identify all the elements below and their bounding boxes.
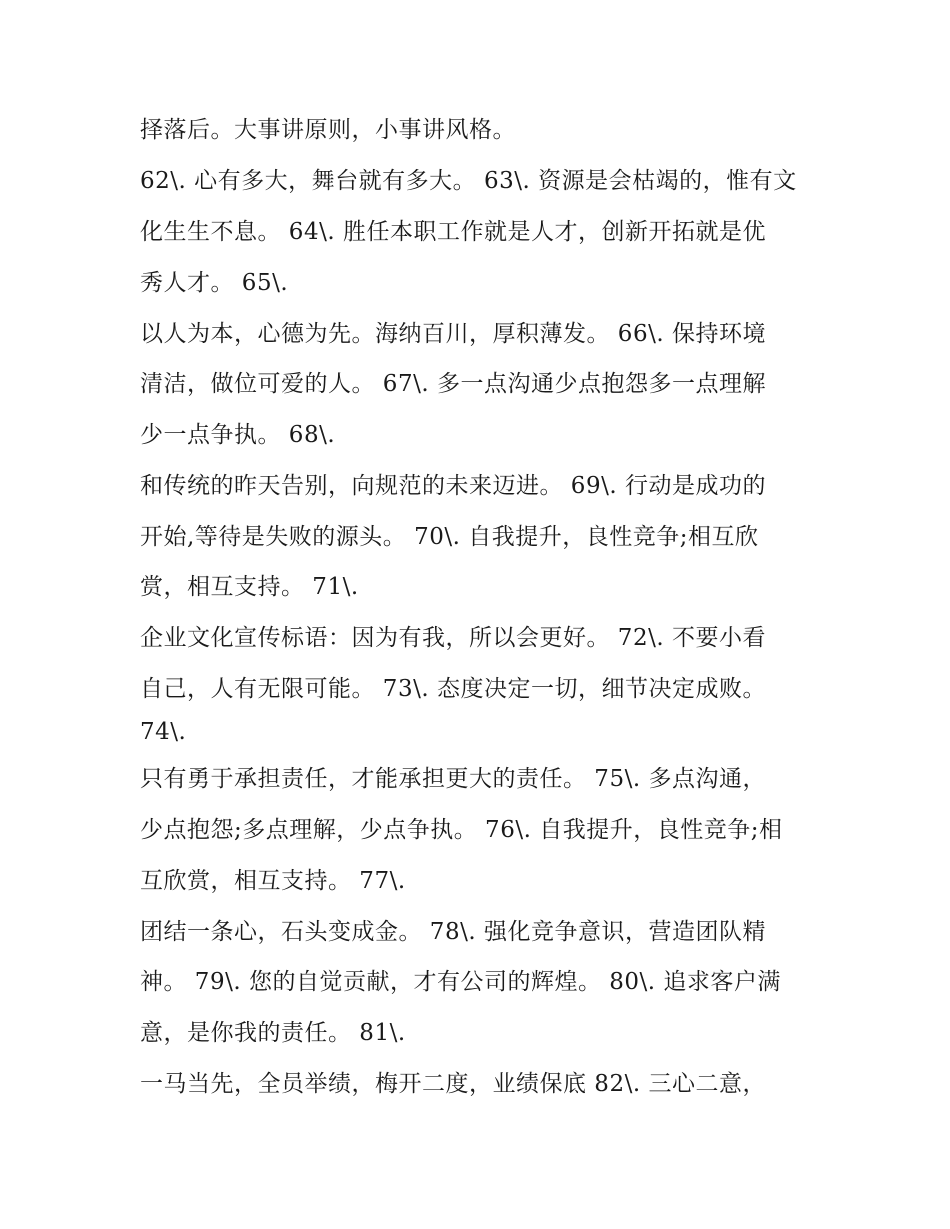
text-line: 清洁，做位可爱的人。 67\. 多一点沟通少点抱怨多一点理解	[140, 371, 766, 397]
text-line: 团结一条心，石头变成金。 78\. 强化竞争意识，营造团队精	[140, 919, 766, 945]
text-line: 企业文化宣传标语：因为有我，所以会更好。 72\. 不要小看	[140, 625, 766, 651]
text-line: 秀人才。 65\.	[140, 270, 289, 296]
text-line: 化生生不息。 64\. 胜任本职工作就是人才，创新开拓就是优	[140, 219, 766, 245]
text-line: 神。 79\. 您的自觉贡献，才有公司的辉煌。 80\. 追求客户满	[140, 969, 781, 995]
text-line: 择落后。大事讲原则，小事讲风格。	[140, 117, 516, 143]
text-line: 一马当先，全员举绩，梅开二度，业绩保底 82\. 三心二意，	[140, 1071, 766, 1097]
text-line: 和传统的昨天告别，向规范的未来迈进。 69\. 行动是成功的	[140, 473, 766, 499]
text-line: 只有勇于承担责任，才能承担更大的责任。 75\. 多点沟通，	[140, 766, 766, 792]
text-line: 互欣赏，相互支持。 77\.	[140, 868, 406, 894]
text-line: 62\. 心有多大，舞台就有多大。 63\. 资源是会枯竭的，惟有文	[140, 168, 797, 194]
text-line: 意，是你我的责任。 81\.	[140, 1020, 406, 1046]
text-line: 开始,等待是失败的源头。 70\. 自我提升，良性竞争;相互欣	[140, 524, 759, 550]
text-line: 自己，人有无限可能。 73\. 态度决定一切，细节决定成败。	[140, 676, 766, 702]
text-line: 赏，相互支持。 71\.	[140, 574, 359, 600]
text-line: 少点抱怨;多点理解，少点争执。 76\. 自我提升，良性竞争;相	[140, 817, 783, 843]
text-line: 74\.	[140, 719, 187, 745]
text-line: 以人为本，心德为先。海纳百川，厚积薄发。 66\. 保持环境	[140, 321, 766, 347]
text-line: 少一点争执。 68\.	[140, 422, 336, 448]
